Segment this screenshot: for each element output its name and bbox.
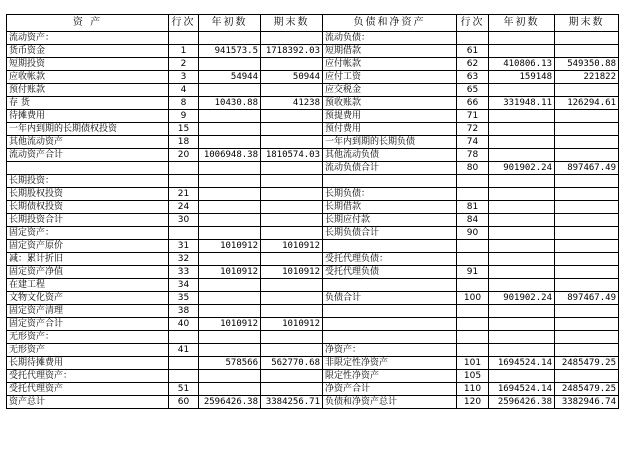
liability-line-cell [457, 175, 489, 188]
asset-end-cell [261, 123, 323, 136]
asset-begin-cell [199, 175, 261, 188]
liability-line-cell: 66 [457, 97, 489, 110]
liability-begin-cell [489, 214, 555, 227]
header-begin: 年初数 [199, 15, 261, 32]
liability-name-cell: 短期借款 [323, 45, 457, 58]
asset-begin-cell: 54944 [199, 71, 261, 84]
asset-begin-cell: 1006948.38 [199, 149, 261, 162]
liability-end-cell: 221822 [555, 71, 619, 84]
liability-name-cell: 受托代理负债 [323, 266, 457, 279]
liability-end-cell [555, 84, 619, 97]
asset-begin-cell [199, 344, 261, 357]
asset-line-cell: 41 [169, 344, 199, 357]
liability-name-cell: 净资产： [323, 344, 457, 357]
asset-line-cell: 34 [169, 279, 199, 292]
asset-begin-cell: 1010912 [199, 318, 261, 331]
liability-end-cell [555, 227, 619, 240]
liability-line-cell: 78 [457, 149, 489, 162]
asset-name-cell: 应收帐款 [7, 71, 169, 84]
asset-name-cell: 短期投资 [7, 58, 169, 71]
asset-begin-cell: 941573.5 [199, 45, 261, 58]
liability-line-cell: 65 [457, 84, 489, 97]
asset-line-cell: 60 [169, 396, 199, 409]
liability-line-cell: 62 [457, 58, 489, 71]
liability-name-cell [323, 318, 457, 331]
liability-begin-cell: 2596426.38 [489, 396, 555, 409]
asset-name-cell: 其他流动资产 [7, 136, 169, 149]
table-row [7, 45, 619, 58]
asset-line-cell: 8 [169, 97, 199, 110]
liability-line-cell: 74 [457, 136, 489, 149]
asset-begin-cell [199, 305, 261, 318]
header-asset: 资 产 [7, 15, 169, 32]
liability-end-cell: 897467.49 [555, 162, 619, 175]
table-row [7, 227, 619, 240]
asset-name-cell: 一年内到期的长期债权投资 [7, 123, 169, 136]
asset-end-cell [261, 110, 323, 123]
liability-begin-cell [489, 266, 555, 279]
asset-name-cell: 存 货 [7, 97, 169, 110]
liability-begin-cell [489, 305, 555, 318]
liability-end-cell: 897467.49 [555, 292, 619, 305]
liability-line-cell [457, 331, 489, 344]
table-row [7, 266, 619, 279]
asset-end-cell: 1010912 [261, 266, 323, 279]
asset-begin-cell [199, 279, 261, 292]
asset-begin-cell [199, 214, 261, 227]
asset-line-cell: 32 [169, 253, 199, 266]
asset-begin-cell [199, 110, 261, 123]
liability-line-cell: 72 [457, 123, 489, 136]
asset-end-cell: 562770.68 [261, 357, 323, 370]
liability-name-cell: 受托代理负债： [323, 253, 457, 266]
asset-end-cell: 1718392.03 [261, 45, 323, 58]
balance-sheet-table [6, 14, 619, 409]
liability-end-cell [555, 149, 619, 162]
liability-begin-cell: 901902.24 [489, 162, 555, 175]
asset-end-cell [261, 136, 323, 149]
liability-end-cell [555, 318, 619, 331]
asset-begin-cell [199, 32, 261, 45]
asset-name-cell: 固定资产清理 [7, 305, 169, 318]
table-row [7, 305, 619, 318]
header-line: 行次 [169, 15, 199, 32]
asset-line-cell: 40 [169, 318, 199, 331]
asset-name-cell: 流动资产合计 [7, 149, 169, 162]
table-row [7, 318, 619, 331]
asset-line-cell [169, 331, 199, 344]
asset-line-cell: 30 [169, 214, 199, 227]
asset-end-cell [261, 214, 323, 227]
header-end-2: 期末数 [555, 15, 619, 32]
liability-end-cell [555, 240, 619, 253]
liability-begin-cell: 331948.11 [489, 97, 555, 110]
liability-line-cell [457, 240, 489, 253]
asset-line-cell: 35 [169, 292, 199, 305]
table-row [7, 240, 619, 253]
asset-end-cell: 1810574.03 [261, 149, 323, 162]
table-row [7, 123, 619, 136]
liability-line-cell [457, 279, 489, 292]
asset-line-cell: 9 [169, 110, 199, 123]
asset-begin-cell [199, 227, 261, 240]
asset-name-cell: 在建工程 [7, 279, 169, 292]
header-line-2: 行次 [457, 15, 489, 32]
liability-end-cell [555, 45, 619, 58]
asset-name-cell: 货币资金 [7, 45, 169, 58]
liability-line-cell: 61 [457, 45, 489, 58]
asset-begin-cell [199, 201, 261, 214]
asset-name-cell: 文物文化资产 [7, 292, 169, 305]
asset-line-cell: 38 [169, 305, 199, 318]
liability-name-cell: 负债合计 [323, 292, 457, 305]
liability-name-cell: 限定性净资产 [323, 370, 457, 383]
asset-line-cell [169, 227, 199, 240]
asset-line-cell [169, 370, 199, 383]
table-row [7, 370, 619, 383]
asset-end-cell [261, 32, 323, 45]
asset-end-cell [261, 227, 323, 240]
liability-name-cell [323, 331, 457, 344]
liability-line-cell: 100 [457, 292, 489, 305]
asset-end-cell: 1010912 [261, 318, 323, 331]
asset-end-cell [261, 279, 323, 292]
asset-name-cell: 固定资产： [7, 227, 169, 240]
asset-end-cell [261, 344, 323, 357]
table-row [7, 279, 619, 292]
liability-begin-cell [489, 227, 555, 240]
liability-begin-cell: 901902.24 [489, 292, 555, 305]
table-row [7, 136, 619, 149]
asset-end-cell [261, 253, 323, 266]
asset-line-cell [169, 357, 199, 370]
table-row [7, 32, 619, 45]
asset-end-cell: 50944 [261, 71, 323, 84]
asset-begin-cell: 10430.88 [199, 97, 261, 110]
asset-end-cell [261, 383, 323, 396]
table-row [7, 396, 619, 409]
asset-begin-cell [199, 84, 261, 97]
asset-begin-cell: 578566 [199, 357, 261, 370]
liability-line-cell: 71 [457, 110, 489, 123]
liability-line-cell [457, 253, 489, 266]
liability-name-cell: 非限定性净资产 [323, 357, 457, 370]
asset-begin-cell [199, 188, 261, 201]
table-row [7, 383, 619, 396]
asset-name-cell: 无形资产： [7, 331, 169, 344]
liability-name-cell [323, 305, 457, 318]
liability-line-cell [457, 344, 489, 357]
asset-end-cell [261, 331, 323, 344]
liability-end-cell [555, 175, 619, 188]
asset-name-cell: 长期待摊费用 [7, 357, 169, 370]
liability-end-cell: 2485479.25 [555, 383, 619, 396]
liability-begin-cell [489, 123, 555, 136]
liability-begin-cell [489, 45, 555, 58]
liability-name-cell: 应付工资 [323, 71, 457, 84]
asset-end-cell [261, 188, 323, 201]
liability-name-cell: 长期应付款 [323, 214, 457, 227]
liability-begin-cell [489, 201, 555, 214]
liability-line-cell [457, 32, 489, 45]
table-row [7, 97, 619, 110]
liability-line-cell: 81 [457, 201, 489, 214]
liability-name-cell [323, 175, 457, 188]
liability-end-cell: 126294.61 [555, 97, 619, 110]
liability-name-cell [323, 279, 457, 292]
liability-end-cell: 3382946.74 [555, 396, 619, 409]
asset-begin-cell [199, 370, 261, 383]
liability-begin-cell [489, 149, 555, 162]
liability-name-cell: 流动负债： [323, 32, 457, 45]
asset-end-cell [261, 84, 323, 97]
liability-end-cell [555, 344, 619, 357]
liability-name-cell: 其他流动负债 [323, 149, 457, 162]
asset-line-cell: 24 [169, 201, 199, 214]
liability-end-cell [555, 331, 619, 344]
asset-begin-cell [199, 383, 261, 396]
asset-begin-cell: 2596426.38 [199, 396, 261, 409]
liability-name-cell: 负债和净资产总计 [323, 396, 457, 409]
liability-end-cell [555, 266, 619, 279]
table-row [7, 214, 619, 227]
liability-begin-cell: 1694524.14 [489, 383, 555, 396]
asset-begin-cell [199, 331, 261, 344]
asset-name-cell: 长期股权投资 [7, 188, 169, 201]
header-row [7, 15, 619, 32]
liability-begin-cell [489, 84, 555, 97]
liability-begin-cell [489, 344, 555, 357]
asset-name-cell: 预付账款 [7, 84, 169, 97]
asset-name-cell: 固定资产合计 [7, 318, 169, 331]
table-row [7, 58, 619, 71]
liability-begin-cell [489, 240, 555, 253]
asset-line-cell [169, 32, 199, 45]
asset-name-cell: 固定资产原价 [7, 240, 169, 253]
liability-line-cell: 84 [457, 214, 489, 227]
asset-end-cell [261, 58, 323, 71]
liability-end-cell [555, 201, 619, 214]
asset-line-cell: 31 [169, 240, 199, 253]
liability-name-cell: 预提费用 [323, 110, 457, 123]
liability-line-cell [457, 305, 489, 318]
asset-begin-cell: 1010912 [199, 266, 261, 279]
liability-begin-cell: 410806.13 [489, 58, 555, 71]
asset-line-cell [169, 162, 199, 175]
liability-name-cell: 一年内到期的长期负债 [323, 136, 457, 149]
table-row [7, 162, 619, 175]
table-row [7, 292, 619, 305]
asset-name-cell: 固定资产净值 [7, 266, 169, 279]
table-row [7, 344, 619, 357]
asset-end-cell: 1010912 [261, 240, 323, 253]
liability-line-cell [457, 318, 489, 331]
table-row [7, 253, 619, 266]
asset-name-cell [7, 162, 169, 175]
table-row [7, 357, 619, 370]
liability-name-cell: 净资产合计 [323, 383, 457, 396]
asset-line-cell: 4 [169, 84, 199, 97]
liability-line-cell: 80 [457, 162, 489, 175]
asset-end-cell: 41238 [261, 97, 323, 110]
liability-begin-cell [489, 279, 555, 292]
asset-name-cell: 长期债权投资 [7, 201, 169, 214]
liability-line-cell: 105 [457, 370, 489, 383]
liability-end-cell [555, 305, 619, 318]
asset-begin-cell [199, 253, 261, 266]
asset-line-cell: 15 [169, 123, 199, 136]
asset-line-cell: 51 [169, 383, 199, 396]
table-row [7, 84, 619, 97]
liability-begin-cell [489, 331, 555, 344]
liability-name-cell: 预付费用 [323, 123, 457, 136]
liability-end-cell [555, 370, 619, 383]
table-row [7, 149, 619, 162]
liability-begin-cell: 159148 [489, 71, 555, 84]
asset-end-cell: 3384256.71 [261, 396, 323, 409]
asset-end-cell [261, 162, 323, 175]
liability-line-cell: 90 [457, 227, 489, 240]
liability-begin-cell: 1694524.14 [489, 357, 555, 370]
liability-end-cell [555, 136, 619, 149]
asset-name-cell: 长期投资合计 [7, 214, 169, 227]
asset-begin-cell: 1010912 [199, 240, 261, 253]
liability-end-cell [555, 32, 619, 45]
liability-line-cell: 120 [457, 396, 489, 409]
asset-name-cell: 长期投资： [7, 175, 169, 188]
asset-name-cell: 流动资产： [7, 32, 169, 45]
asset-begin-cell [199, 58, 261, 71]
liability-end-cell [555, 110, 619, 123]
liability-end-cell: 549350.88 [555, 58, 619, 71]
table-row [7, 201, 619, 214]
liability-line-cell: 91 [457, 266, 489, 279]
table-row [7, 175, 619, 188]
asset-name-cell: 受托代理资产 [7, 383, 169, 396]
asset-line-cell: 33 [169, 266, 199, 279]
liability-name-cell: 长期负债： [323, 188, 457, 201]
asset-name-cell: 资产总计 [7, 396, 169, 409]
asset-name-cell: 受托代理资产： [7, 370, 169, 383]
table-row [7, 331, 619, 344]
liability-name-cell: 长期借款 [323, 201, 457, 214]
header-liability: 负债和净资产 [323, 15, 457, 32]
liability-name-cell: 流动负债合计 [323, 162, 457, 175]
asset-begin-cell [199, 162, 261, 175]
liability-line-cell: 110 [457, 383, 489, 396]
asset-begin-cell [199, 136, 261, 149]
liability-begin-cell [489, 188, 555, 201]
liability-end-cell [555, 123, 619, 136]
liability-name-cell: 长期负债合计 [323, 227, 457, 240]
asset-begin-cell [199, 292, 261, 305]
asset-end-cell [261, 305, 323, 318]
header-end: 期末数 [261, 15, 323, 32]
asset-line-cell: 18 [169, 136, 199, 149]
liability-line-cell: 101 [457, 357, 489, 370]
liability-end-cell [555, 214, 619, 227]
liability-line-cell [457, 188, 489, 201]
liability-begin-cell [489, 110, 555, 123]
asset-end-cell [261, 370, 323, 383]
asset-name-cell: 待摊费用 [7, 110, 169, 123]
liability-end-cell [555, 188, 619, 201]
liability-end-cell [555, 279, 619, 292]
asset-line-cell [169, 175, 199, 188]
asset-line-cell: 3 [169, 71, 199, 84]
table-row [7, 110, 619, 123]
liability-begin-cell [489, 32, 555, 45]
liability-begin-cell [489, 370, 555, 383]
asset-end-cell [261, 175, 323, 188]
asset-line-cell: 1 [169, 45, 199, 58]
asset-line-cell: 20 [169, 149, 199, 162]
liability-line-cell: 63 [457, 71, 489, 84]
asset-name-cell: 无形资产 [7, 344, 169, 357]
liability-end-cell: 2485479.25 [555, 357, 619, 370]
asset-end-cell [261, 292, 323, 305]
liability-name-cell [323, 240, 457, 253]
liability-begin-cell [489, 253, 555, 266]
header-begin-2: 年初数 [489, 15, 555, 32]
asset-end-cell [261, 201, 323, 214]
table-row [7, 71, 619, 84]
asset-line-cell: 21 [169, 188, 199, 201]
liability-begin-cell [489, 136, 555, 149]
asset-line-cell: 2 [169, 58, 199, 71]
liability-end-cell [555, 253, 619, 266]
liability-begin-cell [489, 175, 555, 188]
table-row [7, 188, 619, 201]
liability-name-cell: 应交税金 [323, 84, 457, 97]
liability-name-cell: 应付帐款 [323, 58, 457, 71]
liability-name-cell: 预收账款 [323, 97, 457, 110]
liability-begin-cell [489, 318, 555, 331]
asset-name-cell: 减：累计折旧 [7, 253, 169, 266]
asset-begin-cell [199, 123, 261, 136]
